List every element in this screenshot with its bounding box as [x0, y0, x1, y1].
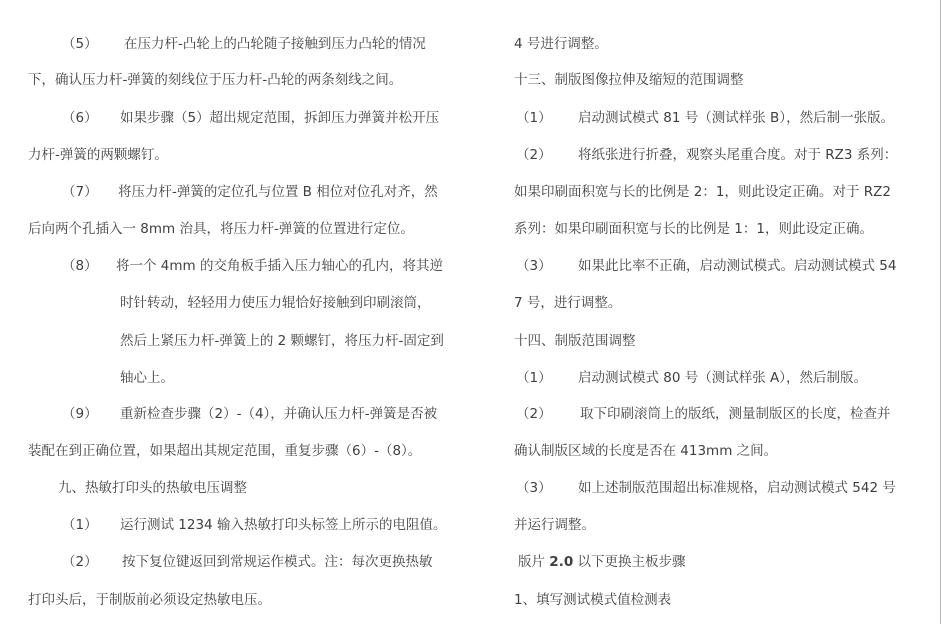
paragraph-5-line-2: 下，确认压力杆-弹簧的刻线位于压力杆-凸轮的两条刻线之间。	[28, 72, 403, 88]
section-13-step-2-line-3: 系列：如果印刷面积宽与长的比例是 1：1，则此设定正确。	[514, 221, 873, 237]
paragraph-8-line-3: 然后上紧压力杆-弹簧上的 2 颗螺钉，将压力杆-固定到	[120, 333, 444, 349]
step-number: （2）	[516, 147, 552, 163]
section-9-heading: 九、热敏打印头的热敏电压调整	[58, 480, 247, 496]
paragraph-text: 取下印刷滚筒上的版纸，测量制版区的长度，检查并	[580, 406, 891, 422]
step-number: （1）	[516, 370, 552, 386]
step-number: （1）	[516, 110, 552, 126]
paragraph-text: 重新检查步骤（2）-（4），并确认压力杆-弹簧是否被	[120, 406, 438, 422]
section-13-step-3-line-2: 7 号，进行调整。	[514, 295, 622, 311]
heading-prefix: 版片	[518, 554, 550, 570]
paragraph-6-line-2: 力杆-弹簧的两颗螺钉。	[28, 147, 168, 163]
paragraph-text: 如果步骤（5）超出规定范围，拆卸压力弹簧并松开压	[120, 110, 440, 126]
continued-text: 4 号进行调整。	[514, 36, 608, 52]
section-14-step-2-line-2: 确认制版区域的长度是否在 413mm 之间。	[514, 443, 778, 459]
paragraph-7-line-2: 后向两个孔插入一 8mm 治具，将压力杆-弹簧的位置进行定位。	[28, 221, 414, 237]
section-13-heading: 十三、制版图像拉伸及缩短的范围调整	[514, 72, 744, 88]
paragraph-text: 将一个 4mm 的交角板手插入压力轴心的孔内，将其逆	[116, 258, 443, 274]
step-number: （1）	[62, 517, 98, 533]
paragraph-8-line-2: 时针转动，轻轻用力使压力辊恰好接触到印刷滚筒，	[120, 295, 431, 311]
step-number: （6）	[62, 110, 98, 126]
section-9-step-2-line-2: 打印头后，于制版前必须设定热敏电压。	[28, 592, 271, 608]
paragraph-text: 运行测试 1234 输入热敏打印头标签上所示的电阻值。	[120, 517, 447, 533]
step-number: （7）	[62, 184, 98, 200]
step-number: （2）	[62, 554, 98, 570]
paragraph-text: 启动测试模式 81 号（测试样张 B），然后制一张版。	[578, 110, 895, 126]
section-14-step-3-line-2: 并运行调整。	[514, 517, 595, 533]
step-number: （8）	[62, 258, 98, 274]
board-version: 2.0	[549, 554, 574, 570]
step-number: （3）	[516, 258, 552, 274]
heading-suffix: 以下更换主板步骤	[573, 554, 686, 570]
paragraph-text: 按下复位键返回到常规运作模式。注：每次更换热敏	[122, 554, 433, 570]
section-14-heading: 十四、制版范围调整	[514, 333, 636, 349]
step-number: （5）	[62, 36, 98, 52]
paragraph-text: 如果此比率不正确，启动测试模式。启动测试模式 54	[578, 258, 897, 274]
step-number: （2）	[516, 406, 552, 422]
step-number: （3）	[516, 480, 552, 496]
section-13-step-2-line-2: 如果印刷面积宽与长的比例是 2：1，则此设定正确。对于 RZ2	[514, 184, 891, 200]
paragraph-text: 将纸张进行折叠，观察头尾重合度。对于 RZ3 系列：	[578, 147, 898, 163]
paragraph-9-line-2: 装配在到正确位置，如果超出其规定范围，重复步骤（6）-（8）。	[28, 443, 422, 459]
paragraph-text: 如上述制版范围超出标准规格，启动测试模式 542 号	[578, 480, 896, 496]
paragraph-text: 在压力杆-凸轮上的凸轮随子接触到压力凸轮的情况	[124, 36, 426, 52]
paragraph-8-line-4: 轴心上。	[120, 370, 174, 386]
step-number: （9）	[62, 406, 98, 422]
paragraph-text: 将压力杆-弹簧的定位孔与位置 B 相位对位孔对齐，然	[118, 184, 438, 200]
board-replacement-heading	[518, 552, 686, 572]
paragraph-text: 启动测试模式 80 号（测试样张 A），然后制版。	[578, 370, 868, 386]
fill-test-table-item: 1、填写测试模式值检测表	[514, 592, 672, 608]
